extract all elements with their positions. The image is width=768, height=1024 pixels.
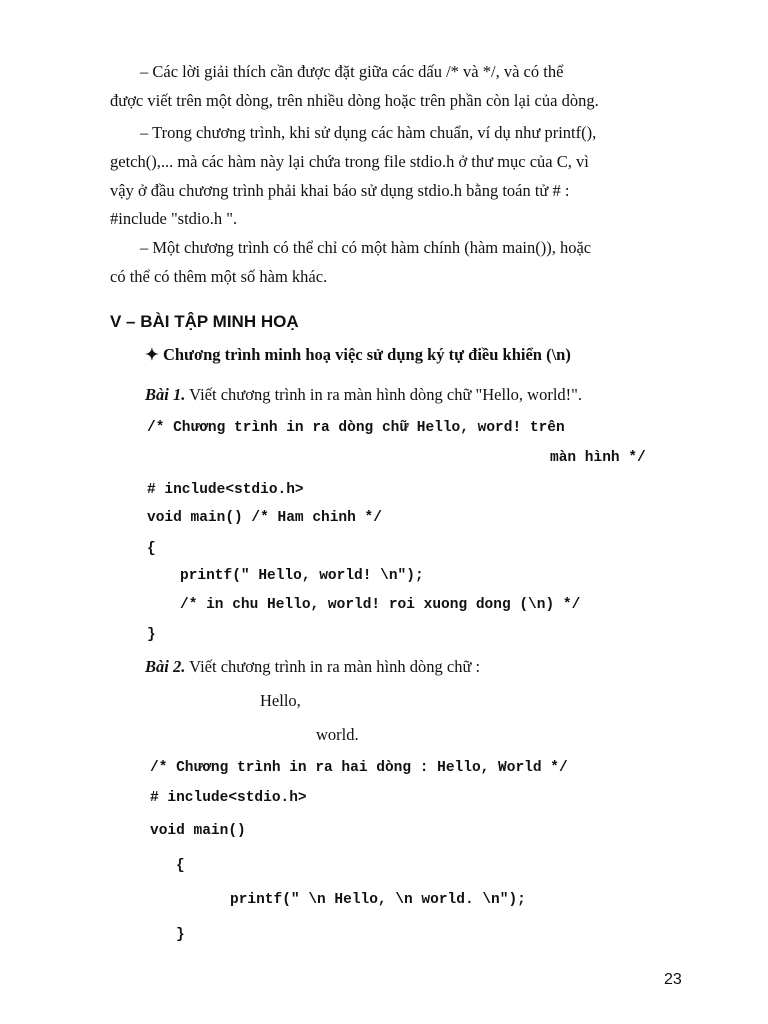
paragraph-line: #include "stdio.h ". — [110, 209, 238, 228]
paragraph-line: – Các lời giải thích cần được đặt giữa các dấu /* và */, và có thể — [140, 62, 564, 81]
code-line: printf(" Hello, world! \n"); — [180, 568, 424, 584]
exercise-2-label: Bài 2. — [145, 657, 186, 676]
code-line: printf(" \n Hello, \n world. \n"); — [230, 892, 526, 908]
code-line: void main() — [150, 823, 246, 839]
code-line: { — [147, 541, 156, 557]
exercise-2-statement — [145, 652, 480, 682]
exercise-1-label: Bài 1. — [145, 385, 186, 404]
subheading: ✦ Chương trình minh hoạ việc sử dụng ký tự điều khiển (\n) — [145, 345, 571, 364]
section-heading: V – BÀI TẬP MINH HOẠ — [110, 312, 299, 331]
paragraph-line: – Một chương trình có thể chỉ có một hàm chính (hàm main()), hoặc — [140, 238, 592, 257]
code-line: } — [176, 927, 185, 943]
code-line: /* Chương trình in ra hai dòng : Hello, World */ — [150, 760, 568, 776]
code-line: /* Chương trình in ra dòng chữ Hello, word! trên — [147, 420, 565, 436]
code-line: } — [147, 627, 156, 643]
page-number: 23 — [664, 971, 682, 988]
code-line: # include<stdio.h> — [150, 790, 307, 806]
exercise-2-text: Viết chương trình in ra màn hình dòng chữ : — [185, 657, 481, 676]
paragraph-line: – Trong chương trình, khi sử dụng các hàm chuẩn, ví dụ như printf(), — [140, 123, 597, 142]
code-line: màn hình */ — [550, 450, 646, 466]
paragraph-line: vậy ở đầu chương trình phải khai báo sử dụng stdio.h bằng toán tử # : — [110, 181, 570, 200]
exercise-1-statement — [145, 380, 582, 410]
output-line-1: Hello, — [260, 691, 301, 710]
code-line: # include<stdio.h> — [147, 482, 304, 498]
code-line: { — [176, 858, 185, 874]
paragraph-line: được viết trên một dòng, trên nhiều dòng hoặc trên phần còn lại của dòng. — [110, 91, 599, 110]
output-line-2: world. — [316, 725, 359, 744]
code-line: /* in chu Hello, world! roi xuong dong (\n) */ — [180, 597, 581, 613]
paragraph-line: getch(),... mà các hàm này lại chứa trong file stdio.h ở thư mục của C, vì — [110, 152, 589, 171]
exercise-1-text: Viết chương trình in ra màn hình dòng chữ "Hello, world!". — [185, 385, 583, 404]
paragraph-line: có thể có thêm một số hàm khác. — [110, 267, 328, 286]
code-line: void main() /* Ham chinh */ — [147, 510, 382, 526]
